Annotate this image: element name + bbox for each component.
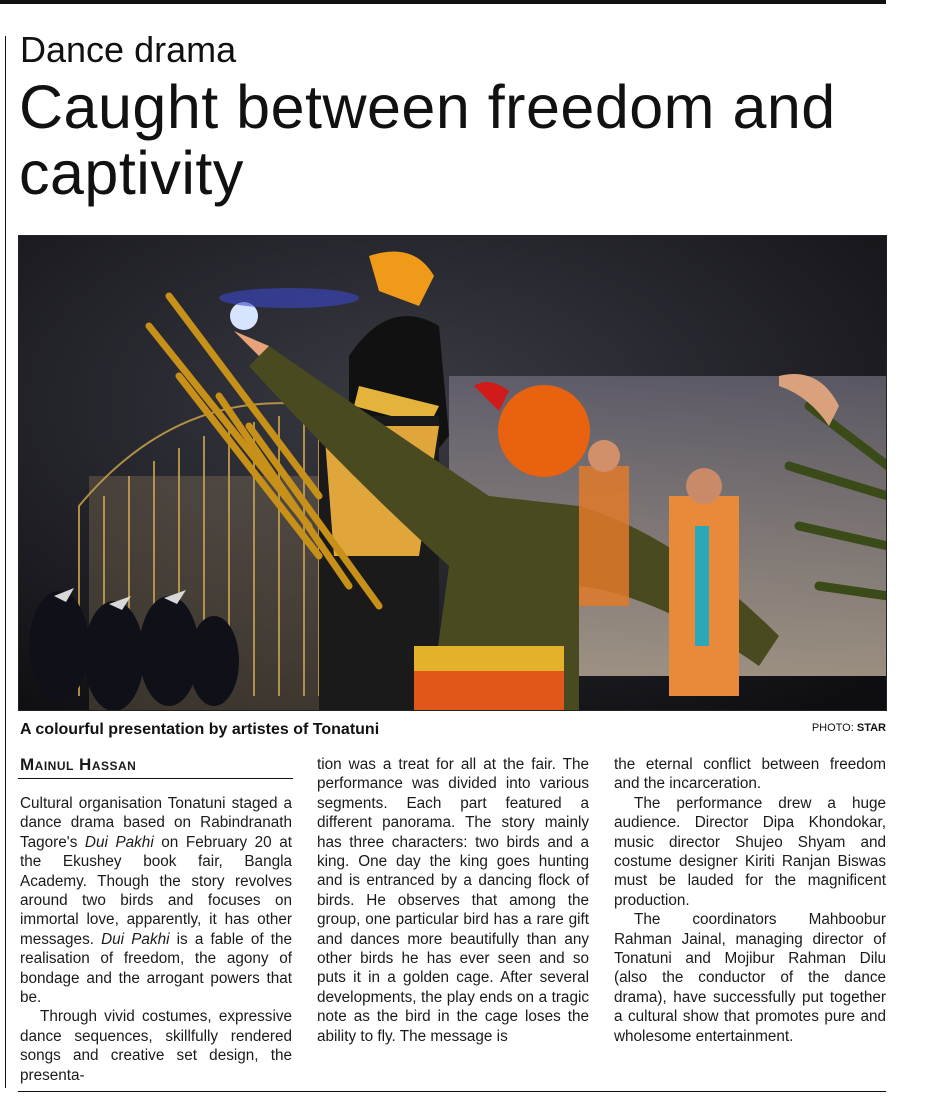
side-rule xyxy=(5,36,6,1088)
article-paragraph xyxy=(20,794,292,1007)
paragraph-text: The coordinators Mahboobur Rahman Jainal, managing director of Tonatuni and Mojibur Rahman Dilu (also the conductor of the dance drama), have successfully put together a cultural show that promotes pure and wholesome entertainment. xyxy=(614,911,886,1045)
article-paragraph xyxy=(614,755,886,794)
byline-rule xyxy=(18,778,293,779)
stage-scene-illustration xyxy=(19,236,887,711)
article-column-2 xyxy=(317,755,589,1046)
photo-credit xyxy=(812,722,886,734)
top-rule xyxy=(0,0,886,4)
photo-credit-source: STAR xyxy=(856,722,886,734)
paragraph-text: Cultural organisation Tonatuni staged a dance drama based on Rabindranath Tagore's xyxy=(20,795,292,851)
article-paragraph xyxy=(614,794,886,910)
article-paragraph xyxy=(614,910,886,1046)
paragraph-text: tion was a treat for all at the fair. The performance was divided into various segments. Each part featured a different panorama. The story mainly has three characters: two birds and a king. One day the king goes hunting and is entranced by a dancing flock of birds. He observes that among the group, one particular bird has a rare gift and dances more beautifully than any other birds he has ever seen and so puts it in a golden cage. After several developments, the play ends on a tragic note as the bird in the cage loses the ability to fly. The message is xyxy=(317,756,589,1045)
paragraph-text: on February 20 at the Ekushey book fair, Bangla Academy. Though the story revolves around two birds and focuses on immortal love, apparently, it has other messages. xyxy=(20,833,293,948)
paragraph-text: is a fable of the realisation of freedom, the agony of bondage and the arrogant powers that be. xyxy=(20,930,293,1007)
article-byline: Mainul Hassan xyxy=(20,755,137,774)
article-photo xyxy=(18,235,887,711)
book-title: Dui Pakhi xyxy=(101,930,170,948)
photo-credit-label: PHOTO: xyxy=(811,722,854,734)
bottom-rule xyxy=(18,1091,886,1092)
paragraph-text: The performance drew a huge audience. Director Dipa Khondokar, music director Shujeo Shyam and costume designer Kiriti Ranjan Biswas must be lauded for the magnificent production. xyxy=(614,794,886,909)
paragraph-text: the eternal conflict between freedom and the incarceration. xyxy=(614,756,886,793)
book-title: Dui Pakhi xyxy=(84,833,154,851)
paragraph-text: Through vivid costumes, expressive dance sequences, skillfully rendered songs and creative set design, the presenta- xyxy=(20,1008,292,1084)
photo-caption: A colourful presentation by artistes of Tonatuni xyxy=(20,721,380,738)
article-paragraph xyxy=(20,1007,292,1085)
article-paragraph xyxy=(317,755,589,1046)
article-column-1 xyxy=(20,794,292,1085)
article-kicker: Dance drama xyxy=(20,29,237,70)
article-column-3 xyxy=(614,755,886,1046)
article-headline: Caught between freedom and captivity xyxy=(19,73,836,207)
